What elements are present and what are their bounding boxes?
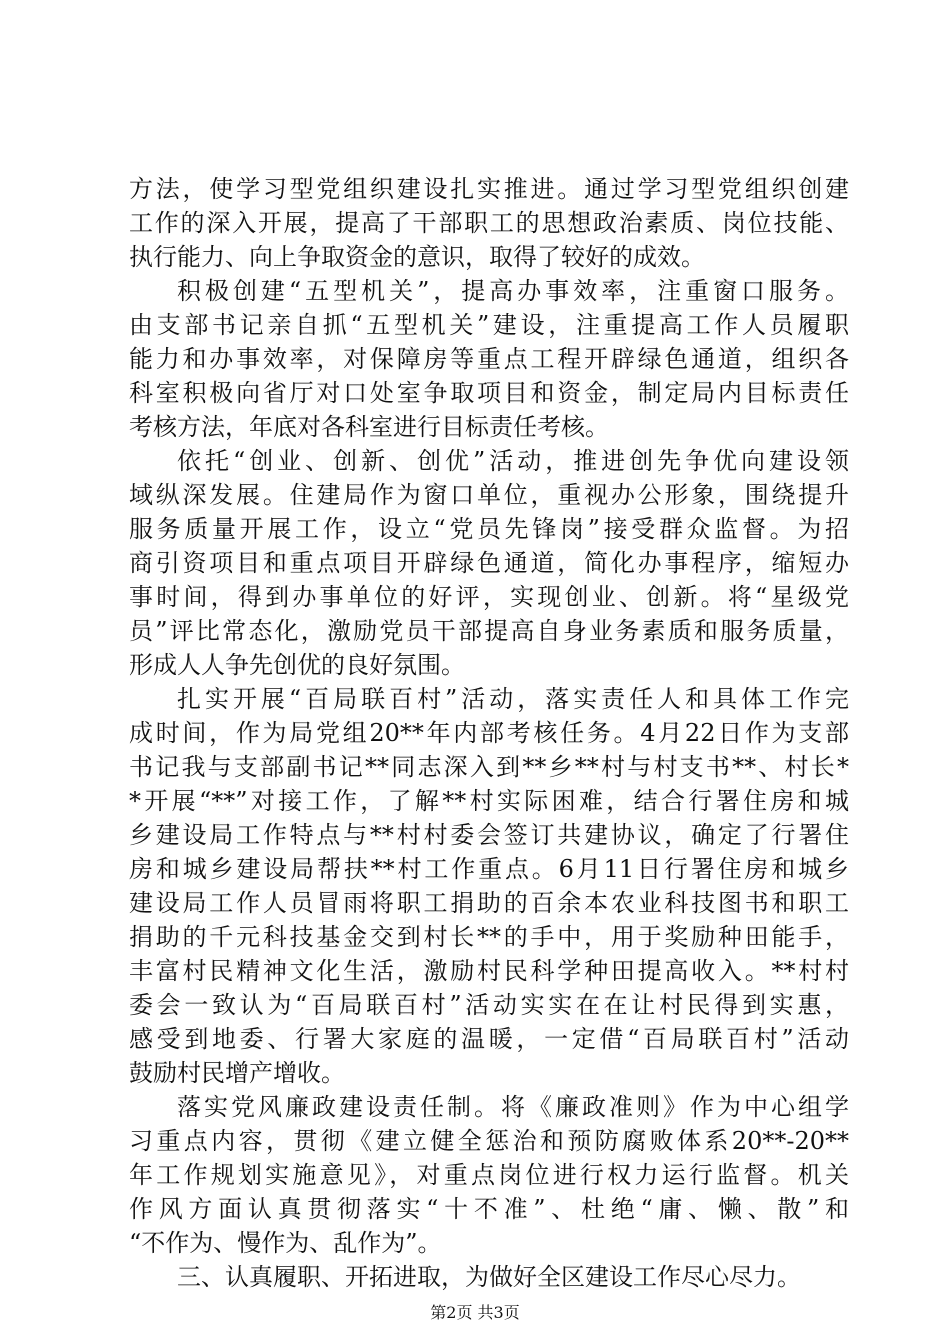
text-line: 服务质量开展工作，设立“党员先锋岗”接受群众监督。为招: [129, 515, 849, 543]
text-line: 员”评比常态化，激励党员干部提高自身业务素质和服务质量，: [129, 617, 849, 645]
text-line: 工作的深入开展，提高了干部职工的思想政治素质、岗位技能、: [129, 209, 849, 237]
text-line: 委会一致认为“百局联百村”活动实实在在让村民得到实惠，: [129, 991, 849, 1019]
text-line: 考核方法，年底对各科室进行目标责任考核。: [129, 413, 609, 441]
text-line: 形成人人争先创优的良好氛围。: [129, 651, 465, 679]
paragraph-first-line: 积极创建“五型机关”，提高办事效率，注重窗口服务。: [177, 277, 849, 305]
text-line: 捐助的千元科技基金交到村长**的手中，用于奖励种田能手，: [129, 923, 849, 951]
section-heading: 三、认真履职、开拓进取，为做好全区建设工作尽心尽力。: [177, 1263, 801, 1291]
paragraph-first-line: 依托“创业、创新、创优”活动，推进创先争优向建设领: [177, 447, 849, 475]
text-line: 执行能力、向上争取资金的意识，取得了较好的成效。: [129, 243, 705, 271]
text-line: 商引资项目和重点项目开辟绿色通道，简化办事程序，缩短办: [129, 549, 849, 577]
text-line: 科室积极向省厅对口处室争取项目和资金，制定局内目标责任: [129, 379, 849, 407]
text-line: 鼓励村民增产增收。: [129, 1059, 345, 1087]
text-line: 丰富村民精神文化生活，激励村民科学种田提高收入。**村村: [129, 957, 849, 985]
text-line: 事时间，得到办事单位的好评，实现创业、创新。将“星级党: [129, 583, 849, 611]
text-line: 房和城乡建设局帮扶**村工作重点。6月11日行署住房和城乡: [129, 855, 849, 883]
text-line: 作风方面认真贯彻落实“十不准”、杜绝“庸、懒、散”和: [129, 1195, 849, 1223]
paragraph-first-line: 落实党风廉政建设责任制。将《廉政准则》作为中心组学: [177, 1093, 849, 1121]
text-line: 域纵深发展。住建局作为窗口单位，重视办公形象，围绕提升: [129, 481, 849, 509]
text-line: 年工作规划实施意见》，对重点岗位进行权力运行监督。机关: [129, 1161, 849, 1189]
text-line: 乡建设局工作特点与**村村委会签订共建协议，确定了行署住: [129, 821, 849, 849]
text-line: 习重点内容，贯彻《建立健全惩治和预防腐败体系20**-20**: [129, 1127, 849, 1155]
text-line: 建设局工作人员冒雨将职工捐助的百余本农业科技图书和职工: [129, 889, 849, 917]
text-line: 能力和办事效率，对保障房等重点工程开辟绿色通道，组织各: [129, 345, 849, 373]
text-line: 由支部书记亲自抓“五型机关”建设，注重提高工作人员履职: [129, 311, 849, 339]
page-footer: 第2页 共3页: [430, 1303, 520, 1322]
text-line: 书记我与支部副书记**同志深入到**乡**村与村支书**、村长*: [129, 753, 849, 781]
text-line: 方法，使学习型党组织建设扎实推进。通过学习型党组织创建: [129, 175, 849, 203]
text-line: “不作为、慢作为、乱作为”。: [129, 1229, 442, 1257]
text-line: 成时间，作为局党组20**年内部考核任务。4月22日作为支部: [129, 719, 849, 747]
text-line: 感受到地委、行署大家庭的温暖，一定借“百局联百村”活动: [129, 1025, 849, 1053]
paragraph-first-line: 扎实开展“百局联百村”活动，落实责任人和具体工作完: [177, 685, 849, 713]
text-line: *开展“**”对接工作，了解**村实际困难，结合行署住房和城: [129, 787, 849, 815]
